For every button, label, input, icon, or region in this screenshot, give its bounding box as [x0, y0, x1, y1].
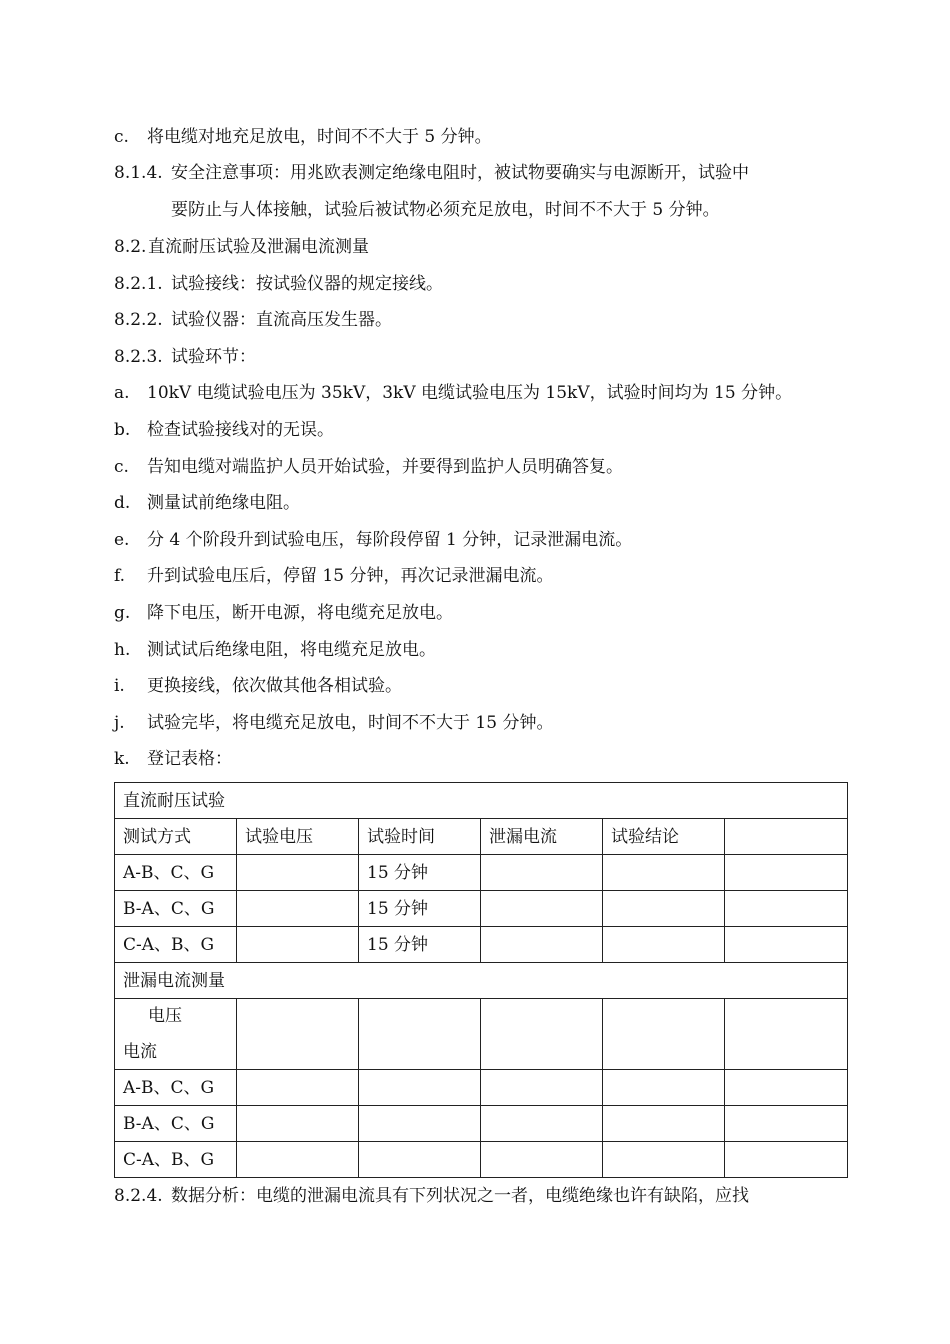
step-a: a. 10kV 电缆试验电压为 35kV，3kV 电缆试验电压为 15kV，试验时间均为 15 分钟。 — [114, 383, 793, 403]
record-table — [114, 782, 848, 1178]
table-cell — [359, 1142, 481, 1178]
step-c: c. 告知电缆对端监护人员开始试验，并要得到监护人员明确答复。 — [114, 457, 623, 477]
table-cell — [237, 927, 359, 963]
table-cell: A-B、C、G — [115, 1070, 237, 1106]
table-cell: C-A、B、G — [115, 1142, 237, 1178]
table-cell: A-B、C、G — [115, 855, 237, 891]
table-cell — [359, 1070, 481, 1106]
header-cell: 试验结论 — [603, 819, 725, 855]
table-cell — [603, 927, 725, 963]
table-cell — [481, 855, 603, 891]
section-8-2-heading: 8.2. 直流耐压试验及泄漏电流测量 — [114, 237, 369, 257]
table-cell — [603, 891, 725, 927]
table-cell — [237, 1106, 359, 1142]
table-cell — [237, 1070, 359, 1106]
section-8-2-4: 8.2.4. 数据分析：电缆的泄漏电流具有下列状况之一者，电缆绝缘也许有缺陷，应找 — [114, 1186, 749, 1206]
table-row — [115, 1142, 848, 1178]
section-8-1-4-continued: 要防止与人体接触，试验后被试物必须充足放电，时间不不大于 5 分钟。 — [171, 200, 720, 220]
header-cell: 试验电压 — [237, 819, 359, 855]
table-row — [115, 1106, 848, 1142]
table-cell — [603, 1070, 725, 1106]
table-cell — [725, 1106, 848, 1142]
table-row — [115, 891, 848, 927]
table-cell — [481, 1106, 603, 1142]
table-cell — [237, 855, 359, 891]
step-f: f. 升到试验电压后，停留 15 分钟，再次记录泄漏电流。 — [114, 566, 554, 586]
corner-current-label: 电流 — [123, 1042, 157, 1062]
step-h: h. 测试试后绝缘电阻，将电缆充足放电。 — [114, 640, 436, 660]
voltage-current-header-row — [115, 999, 848, 1070]
table-cell — [603, 855, 725, 891]
table-cell — [481, 927, 603, 963]
table-cell: 15 分钟 — [359, 855, 481, 891]
section-title-row — [115, 963, 848, 999]
header-cell — [725, 819, 848, 855]
table-cell — [603, 999, 725, 1070]
table-cell: 15 分钟 — [359, 891, 481, 927]
step-d: d. 测量试前绝缘电阻。 — [114, 493, 300, 513]
section-8-2-1: 8.2.1. 试验接线：按试验仪器的规定接线。 — [114, 274, 443, 294]
header-cell: 泄漏电流 — [481, 819, 603, 855]
voltage-current-corner-cell — [115, 999, 237, 1070]
table-row — [115, 927, 848, 963]
section-8-1-4: 8.1.4. 安全注意事项：用兆欧表测定绝缘电阻时，被试物要确实与电源断开，试验中 — [114, 163, 749, 183]
table-cell: 15 分钟 — [359, 927, 481, 963]
header-cell: 试验时间 — [359, 819, 481, 855]
table-row — [115, 855, 848, 891]
table-cell — [481, 1070, 603, 1106]
table-cell — [603, 1106, 725, 1142]
table-cell — [237, 999, 359, 1070]
table-row — [115, 1070, 848, 1106]
step-e: e. 分 4 个阶段升到试验电压，每阶段停留 1 分钟，记录泄漏电流。 — [114, 530, 633, 550]
table-cell — [359, 999, 481, 1070]
step-k: k. 登记表格： — [114, 749, 232, 769]
table-cell — [725, 999, 848, 1070]
step-g: g. 降下电压，断开电源，将电缆充足放电。 — [114, 603, 453, 623]
table-cell — [237, 891, 359, 927]
table-cell — [603, 1142, 725, 1178]
section-title-dc-withstand: 直流耐压试验 — [115, 783, 848, 819]
table-cell — [725, 927, 848, 963]
table-cell — [237, 1142, 359, 1178]
table-cell — [725, 1142, 848, 1178]
section-title-row — [115, 783, 848, 819]
table-cell: C-A、B、G — [115, 927, 237, 963]
table-cell — [481, 891, 603, 927]
table-cell — [481, 999, 603, 1070]
step-j: j. 试验完毕，将电缆充足放电，时间不不大于 15 分钟。 — [114, 713, 554, 733]
step-b: b. 检查试验接线对的无误。 — [114, 420, 334, 440]
table-cell — [481, 1142, 603, 1178]
table-cell: B-A、C、G — [115, 1106, 237, 1142]
table-cell — [725, 855, 848, 891]
section-8-2-3: 8.2.3. 试验环节： — [114, 347, 256, 367]
section-8-2-2: 8.2.2. 试验仪器：直流高压发生器。 — [114, 310, 392, 330]
corner-voltage-label: 电压 — [148, 1006, 182, 1026]
table-cell: B-A、C、G — [115, 891, 237, 927]
table-cell — [725, 1070, 848, 1106]
header-cell: 测试方式 — [115, 819, 237, 855]
item-c-discharge: c. 将电缆对地充足放电，时间不不大于 5 分钟。 — [114, 127, 492, 147]
header-row — [115, 819, 848, 855]
step-i: i. 更换接线，依次做其他各相试验。 — [114, 676, 402, 696]
section-title-leakage: 泄漏电流测量 — [115, 963, 848, 999]
table-cell — [359, 1106, 481, 1142]
table-cell — [725, 891, 848, 927]
